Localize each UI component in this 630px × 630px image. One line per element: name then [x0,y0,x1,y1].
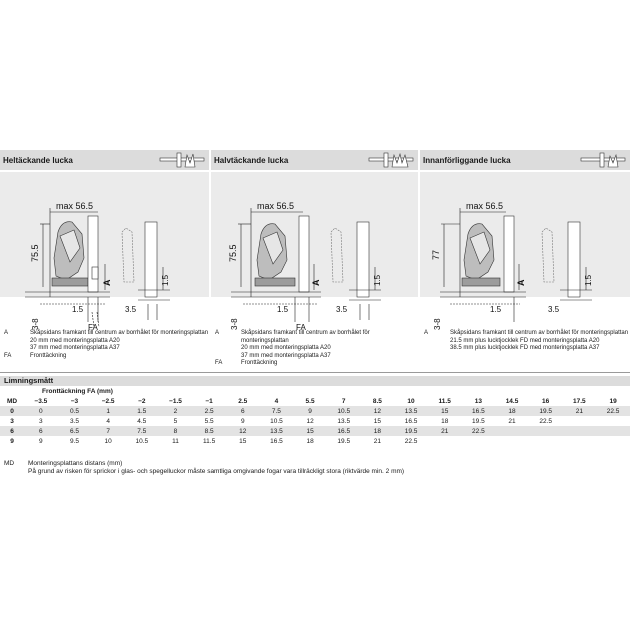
table-title: Limningsmått [0,376,630,386]
md-cell: 0 [0,406,24,416]
table-cell: 22.5 [596,406,630,416]
table-cell: 15 [293,426,327,436]
table-cell [563,426,597,436]
table-cell: 0 [24,406,58,416]
md-cell: 3 [0,416,24,426]
table-cell [529,436,563,446]
table-cell [495,426,529,436]
legend-entry: FA Fronttäckning [4,352,67,359]
table-cell: 22.5 [529,416,563,426]
panel-title: Innanförliggande lucka [423,156,511,165]
column-header: −1 [192,396,226,406]
drawing-area [211,172,418,332]
dim-fa: FA [296,323,306,332]
hinge-drawing [211,172,418,332]
table-cell: 19.5 [327,436,361,446]
column-header: 17.5 [563,396,597,406]
table-cell: 2 [159,406,193,416]
table-cell: 2.5 [192,406,226,416]
table-cell: 7.5 [260,406,294,416]
table-cell: 0.5 [58,406,92,416]
divider [0,372,630,373]
table-cell: 16.5 [260,436,294,446]
table-subheader-row [0,387,630,396]
footnote: MD Monteringsplattans distans (mm) [4,460,123,467]
table-cell: 13.5 [327,416,361,426]
table-cell: 15 [428,406,462,416]
table-cell [495,436,529,446]
table-cell [563,436,597,446]
table-cell: 4 [91,416,125,426]
table-cell: 6.5 [58,426,92,436]
table-cell: 6 [226,406,260,416]
table-cell: 10.5 [260,416,294,426]
dim-fa: FA [88,323,98,332]
table-cell: 11.5 [192,436,226,446]
dim-1-5: 1.5 [277,305,289,314]
table-cell: 15 [361,416,395,426]
table-cell: 11 [159,436,193,446]
column-header: 13 [462,396,496,406]
table-cell: 5.5 [192,416,226,426]
table-cell: 18 [428,416,462,426]
table-cell: 21 [428,426,462,436]
panel-legend [215,330,418,368]
drawing-area [420,172,630,330]
table-cell: 8.5 [192,426,226,436]
table-cell: 5 [159,416,193,426]
panel-full-overlay [0,150,209,370]
panel-half-overlay [211,150,418,370]
md-cell: 6 [0,426,24,436]
table-cell: 19.5 [394,426,428,436]
table-cell: 13.5 [394,406,428,416]
door-type-thumbnail-icon [580,151,626,169]
table-cell: 12 [361,406,395,416]
column-header: 14.5 [495,396,529,406]
table-cell: 3 [24,416,58,426]
panel-header [0,150,209,170]
table-cell: 16.5 [327,426,361,436]
hinge-drawing [420,172,630,332]
column-header: −2.5 [91,396,125,406]
dim-height: 75.5 [228,244,238,262]
table-cell [462,436,496,446]
hinge-drawing [0,172,209,332]
table-cell: 9 [24,436,58,446]
table-cell: 12 [226,426,260,436]
panel-title: Heltäckande lucka [3,156,73,165]
column-header: 19 [596,396,630,406]
table-cell [428,436,462,446]
table-cell: 9.5 [58,436,92,446]
overlay-table [0,387,630,446]
fa-label: Fronttäckning FA (mm) [24,387,226,396]
dim-1-5-side: 1.5 [373,274,382,286]
table-cell: 21 [495,416,529,426]
legend-entry: A Skåpsidans framkant till centrum av borrhålet för monteringsplattan 21.5 mm plus lucktjocklek FD med monteringsplatta A20 38.5 mm plus lucktjocklek FD med monteringsplatta A37 [424,330,629,352]
md-header: MD [0,396,24,406]
dim-3-5: 3.5 [336,305,348,314]
column-header: −3 [58,396,92,406]
table-cell: 22.5 [394,436,428,446]
dim-height: 75.5 [30,244,40,262]
table-cell: 19.5 [462,416,496,426]
dim-height: 77 [431,249,441,260]
dim-a: A [311,279,321,286]
legend-entry: A Skåpsidans framkant till centrum av borrhålet för monteringsplattan 20 mm med monteringsplatta A20 37 mm med monteringsplatta A37 [215,330,370,359]
table-cell: 6 [24,426,58,436]
table-cell: 18 [361,426,395,436]
table-cell: 15 [226,436,260,446]
dim-max: max 56.5 [257,201,295,211]
column-header: 5.5 [293,396,327,406]
panel-legend [424,330,628,353]
dim-3-8: 3-8 [433,318,442,330]
dim-3-5: 3.5 [548,305,560,314]
door-type-thumbnail-icon [159,151,205,169]
table-cell: 10 [91,436,125,446]
dim-3-8: 3-8 [31,318,40,330]
legend-entry: A Skåpsidans framkant till centrum av borrhålet för monteringsplattan 20 mm med monteringsplatta A20 37 mm med monteringsplatta A37 [4,330,209,352]
column-header: 10 [394,396,428,406]
table-cell: 18 [293,436,327,446]
table-cell: 22.5 [462,426,496,436]
column-header: 8.5 [361,396,395,406]
table-body [0,406,630,446]
table-cell [596,416,630,426]
table-cell: 9 [226,416,260,426]
table-cell: 16.5 [462,406,496,416]
table-cell: 1.5 [125,406,159,416]
md-cell: 9 [0,436,24,446]
table-cell [563,416,597,426]
column-header: 2.5 [226,396,260,406]
table-header-row [0,396,630,406]
table-cell: 21 [563,406,597,416]
panel-header [211,150,418,170]
dim-a: A [516,279,526,286]
table-cell [596,436,630,446]
panel-title: Halvtäckande lucka [214,156,289,165]
table-cell: 4.5 [125,416,159,426]
table-cell: 12 [293,416,327,426]
column-header: −1.5 [159,396,193,406]
table-cell: 10.5 [327,406,361,416]
table-cell: 3.5 [58,416,92,426]
dim-3-8: 3-8 [230,318,239,330]
table-cell: 13.5 [260,426,294,436]
table-row [0,416,630,426]
panel-inset [420,150,630,370]
table-cell: 16.5 [394,416,428,426]
dim-1-5: 1.5 [490,305,502,314]
column-header: 11.5 [428,396,462,406]
dim-a: A [102,279,112,286]
table-cell: 18 [495,406,529,416]
door-type-thumbnail-icon [368,151,414,169]
hinge-spec-sheet [0,150,630,480]
footnote: På grund av risken för sprickor i glas- och spegelluckor måste samtliga omgivande fogar vara tillräckligt stora (riktvärde min. 2 mm) [28,468,405,475]
table-cell: 19.5 [529,406,563,416]
dim-1-5-side: 1.5 [161,274,170,286]
table-cell: 7.5 [125,426,159,436]
table-cell: 1 [91,406,125,416]
table-cell [596,426,630,436]
table-cell [529,426,563,436]
dim-max: max 56.5 [466,201,504,211]
table-cell: 8 [159,426,193,436]
table-cell: 9 [293,406,327,416]
table-cell: 7 [91,426,125,436]
panel-header [420,150,630,170]
column-header: 4 [260,396,294,406]
column-header: 7 [327,396,361,406]
footnotes [4,460,404,476]
dim-max: max 56.5 [56,201,94,211]
dim-1-5: 1.5 [72,305,84,314]
table-row [0,436,630,446]
column-header: 16 [529,396,563,406]
panel-legend [4,330,208,360]
legend-entry: FA Fronttäckning [215,360,278,367]
drawing-area [0,172,209,332]
dim-3-5: 3.5 [125,305,137,314]
dim-1-5-side: 1.5 [584,274,593,286]
table-row [0,426,630,436]
table-cell: 10.5 [125,436,159,446]
column-header: −3.5 [24,396,58,406]
table-row [0,406,630,416]
column-header: −2 [125,396,159,406]
table-cell: 21 [361,436,395,446]
